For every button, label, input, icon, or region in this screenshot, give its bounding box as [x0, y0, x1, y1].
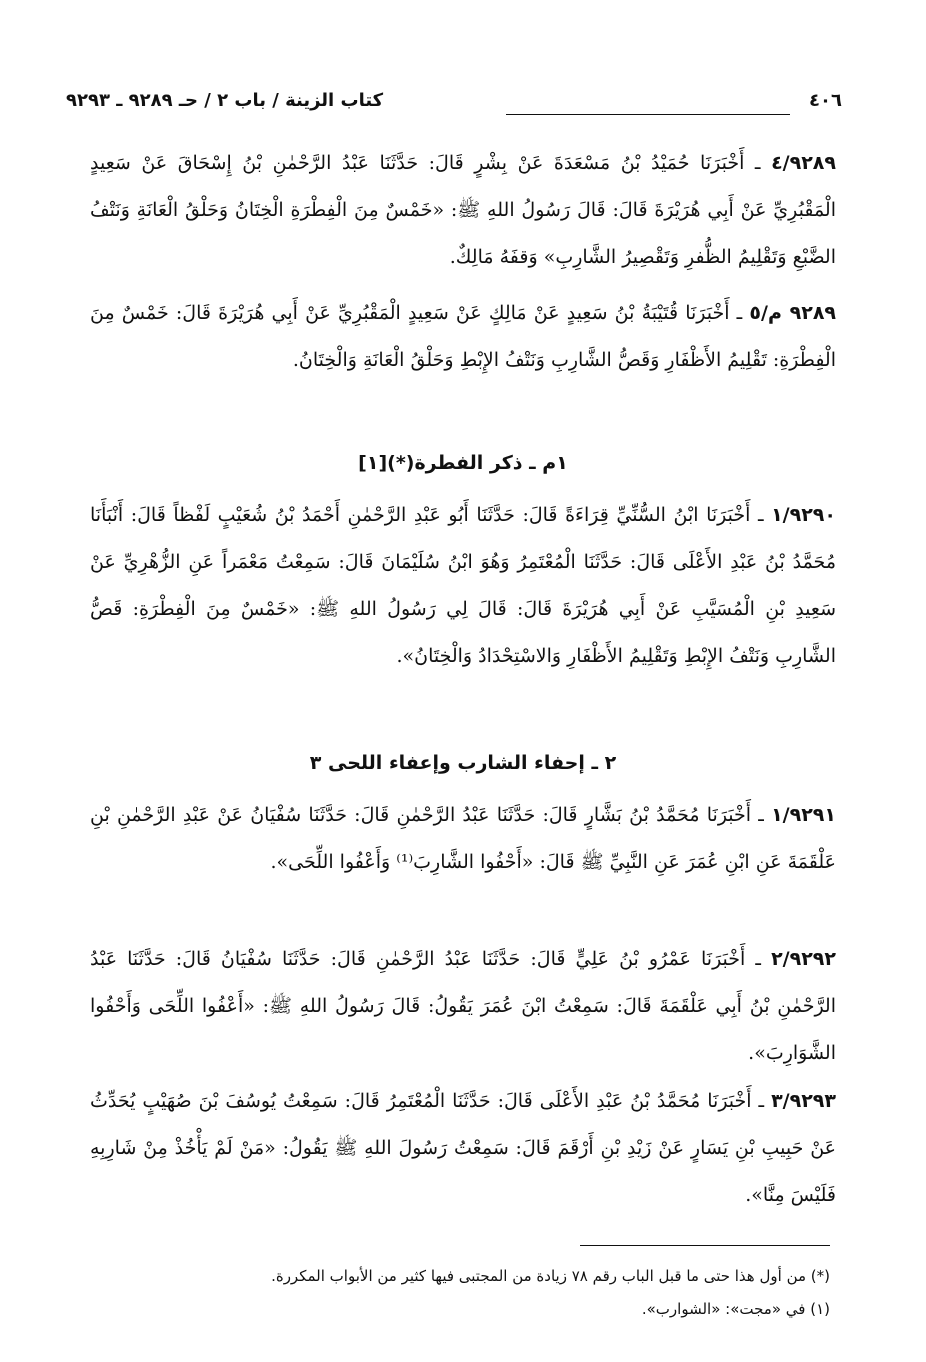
hadith-text: ـ أَخْبَرَنَا مُحَمَّدُ بْنُ بَشَّارٍ قَالَ: حَدَّثَنَا عَبْدُ الرَّحْمٰنِ قَالَ: حَدَّثَنَا سُفْيَانُ عَنْ عَبْدِ الرَّحْمٰنِ بْنِ عَلْقَمَةَ عَنِ ابْنِ عُمَرَ عَنِ النَّبِيِّ ﷺ قَالَ: «أَحْفُوا الشَّارِبَ⁽¹⁾ وَأَعْفُوا اللِّحَى».: [90, 804, 836, 873]
hadith-number: ١/٩٢٩١: [771, 804, 836, 826]
hadith-number: ٩٢٨٩ م/٥: [749, 302, 837, 324]
hadith-9289-4: [90, 140, 836, 281]
hadith-text: ـ أَخْبَرَنَا عَمْرُو بْنُ عَلِيٍّ قَالَ: حَدَّثَنَا عَبْدُ الرَّحْمٰنِ قَالَ: حَدَّثَنَا سُفْيَانُ قَالَ: حَدَّثَنَا عَبْدُ الرَّحْمٰنِ بْنُ أَبِي عَلْقَمَةَ قَالَ: سَمِعْتُ ابْنَ عُمَرَ يَقُولُ: قَالَ رَسُولُ اللهِ ﷺ: «أَعْفُوا اللِّحَى وَأَحْفُوا الشَّوَارِبَ».: [90, 948, 836, 1064]
hadith-number: ١/٩٢٩٠: [771, 504, 836, 526]
hadith-9291-1: [90, 792, 836, 886]
hadith-text: ـ أَخْبَرَنَا حُمَيْدُ بْنُ مَسْعَدَةَ عَنْ بِشْرٍ قَالَ: حَدَّثَنَا عَبْدُ الرَّحْمٰنِ بْنُ إِسْحَاقَ عَنْ سَعِيدٍ الْمَقْبُرِيِّ عَنْ أَبِي هُرَيْرَةَ قَالَ: قَالَ رَسُولُ اللهِ ﷺ: «خَمْسٌ مِنَ الْفِطْرَةِ الْخِتَانُ وَحَلْقُ الْعَانَةِ وَنَتْفُ الضَّبْعِ وَتَقْلِيمُ الظُّفرِ وَتَقْصِيرُ الشَّارِبِ» وَقفَهُ مَالِكٌ.: [90, 152, 836, 268]
page-header: [66, 86, 842, 120]
hadith-text: ـ أَخْبَرَنَا مُحَمَّدُ بْنُ عَبْدِ الأَعْلَى قَالَ: حَدَّثَنَا الْمُعْتَمِرُ قَالَ: سَمِعْتُ يُوسُفَ بْنَ صُهَيْبٍ يُحَدِّثُ عَنْ حَبِيبِ بْنِ يَسَارٍ عَنْ زَيْدِ بْنِ أَرْقَمَ قَالَ: سَمِعْتُ رَسُولَ اللهِ ﷺ يَقُولُ: «مَنْ لَمْ يَأْخُذْ مِنْ شَارِبِهِ فَلَيْسَ مِنَّا».: [90, 1090, 836, 1206]
hadith-number: ٢/٩٢٩٢: [771, 948, 836, 970]
page-number: ٤٠٦: [809, 90, 842, 111]
header-rule: [506, 114, 790, 115]
running-title: كتاب الزينة / باب ٢ / حـ ٩٢٨٩ ـ ٩٢٩٣: [66, 90, 384, 111]
hadith-number: ٣/٩٢٩٣: [771, 1090, 836, 1112]
hadith-9289-m5: [90, 290, 836, 384]
hadith-9293-3: [90, 1078, 836, 1219]
section-heading-ihfa: ٢ ـ إحفاء الشارب وإعفاء اللحى ٣: [309, 752, 617, 774]
hadith-number: ٤/٩٢٨٩: [771, 152, 836, 174]
section-heading-fitra: ١م ـ ذكر الفطرة(*)[١]: [358, 452, 568, 474]
footnote-rule: [580, 1245, 830, 1246]
hadith-9292-2: [90, 936, 836, 1077]
hadith-text: ـ أَخْبَرَنَا قُتَيْبَةُ بْنُ سَعِيدٍ عَنْ مَالِكٍ عَنْ سَعِيدٍ الْمَقْبُرِيِّ عَنْ أَبِي هُرَيْرَةَ قَالَ: خَمْسٌ مِنَ الْفِطْرَةِ: تَقْلِيمُ الأَظْفَارِ وَقَصُّ الشَّارِبِ وَنَتْفُ الإِبْطِ وَحَلْقُ الْعَانَةِ وَالْخِتَانُ.: [90, 302, 836, 371]
hadith-9290-1: [90, 492, 836, 680]
hadith-text: ـ أَخْبَرَنَا ابْنُ السُّنِّيِّ قِرَاءَةً قَالَ: حَدَّثَنَا أَبُو عَبْدِ الرَّحْمٰنِ أَحْمَدُ بْنُ شُعَيْبٍ لَفْظاً قَالَ: أَنْبَأَنَا مُحَمَّدُ بْنُ عَبْدِ الأَعْلَى قَالَ: حَدَّثَنَا الْمُعْتَمِرُ وَهُوَ ابْنُ سُلَيْمَانَ قَالَ: سَمِعْتُ مَعْمَراً عَنِ الزُّهْرِيِّ عَنْ سَعِيدِ بْنِ الْمُسَيَّبِ عَنْ أَبِي هُرَيْرَةَ قَالَ: قَالَ لِي رَسُولُ اللهِ ﷺ: «خَمْسٌ مِنَ الْفِطْرَةِ: قَصُّ الشَّارِبِ وَنَتْفُ الإِبْطِ وَتَقْلِيمُ الأَظْفَارِ وَالاسْتِحْدَادُ وَالْخِتَانُ».: [90, 504, 836, 667]
footnote-star: (*) من أول هذا حتى ما قبل الباب رقم ٧٨ زيادة من المجتبى فيها كثير من الأبواب المكررة.: [271, 1267, 830, 1285]
footnote-1: (١) في «مجت»: «الشوارب».: [641, 1300, 830, 1318]
